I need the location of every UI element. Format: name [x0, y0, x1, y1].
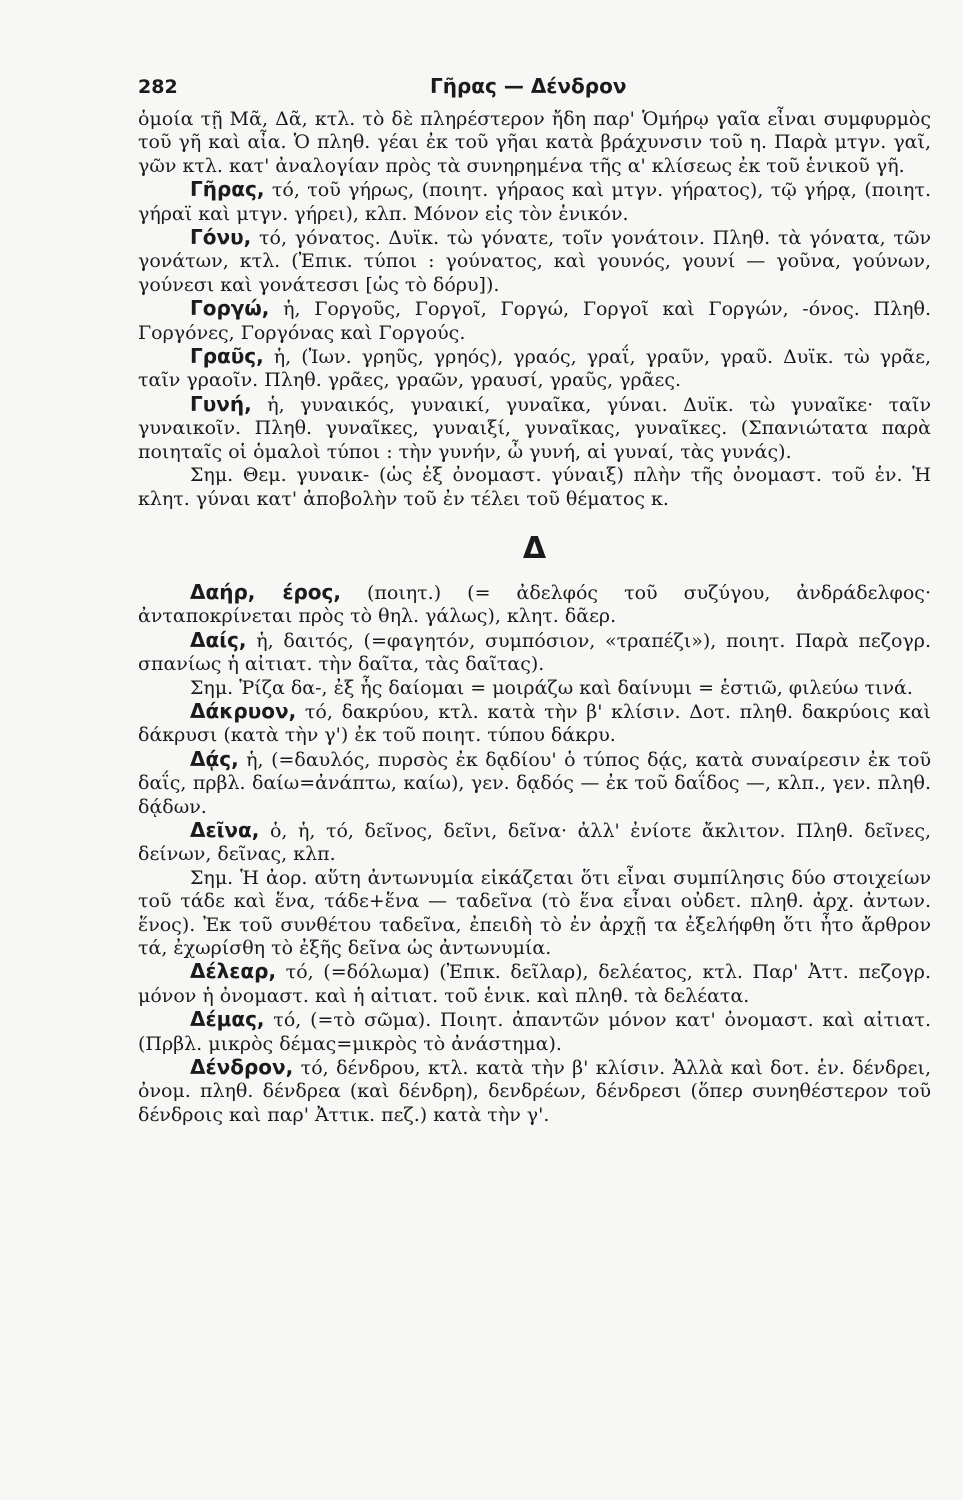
entry-text: τό, (=δόλωμα) (Ἐπικ. δεῖλαρ), δελέατος, κτλ. Παρ' Ἀττ. πεζογρ. μόνον ἡ ὀνομαστ. καὶ ἡ αἰτιατ. τοῦ ἑνικ. καὶ πληθ. τὰ δελέατα. — [138, 961, 931, 1007]
entry-gorgo — [138, 297, 931, 345]
note-dais: Σημ. Ῥίζα δα-, ἐξ ἧς δαίομαι = μοιράζω καὶ δαίνυμι = ἑστιῶ, φιλεύω τινά. — [190, 676, 913, 699]
headword: Γυνή, — [190, 391, 252, 416]
headword: Δαήρ, έρος, — [190, 579, 341, 604]
entry-das — [138, 748, 931, 819]
page-header — [138, 68, 931, 108]
entry-graus — [138, 345, 931, 393]
entry-text: ἡ, γυναικός, γυναικί, γυναῖκα, γύναι. Δυϊκ. τὼ γυναῖκε· ταῖν γυναικοῖν. Πληθ. γυναῖκες, γυναιξί, γυναῖκας, γυναῖκες. (Σπανιώτατα παρὰ ποιηταῖς οἱ ὁμαλοὶ τύποι : τὴν γυνήν, ὦ γυνή, αἱ γυναί, τὰς γυνάς). — [138, 393, 931, 463]
entry-text: τό, δένδρου, κτλ. κατὰ τὴν β' κλίσιν. Ἀλλὰ καὶ δοτ. ἑν. δένδρει, ὀνομ. πληθ. δένδρεα (καὶ δένδρη), δενδρέων, δένδρεσι (ὅπερ συνηθέστερον τοῦ δένδροις καὶ παρ' Ἀττικ. πεζ.) κατὰ τὴν γ'. — [138, 1057, 931, 1126]
entry-dais — [138, 629, 931, 677]
headword: Γῆρας, — [190, 177, 265, 202]
note-deina: Σημ. Ἡ ἀορ. αὕτη ἀντωνυμία εἰκάζεται ὅτι εἶναι συμπίλησις δύο στοιχείων τοῦ τάδε καὶ ἕνα, τάδε+ἕνα — ταδεῖνα (τὸ ἕνα εἶναι οὐδετ. πληθ. ἀρχ. ἀντων. ἕνος). Ἐκ τοῦ συνθέτου ταδεῖνα, ἐπειδὴ τὸ ἐν ἀρχῇ τα ἐξελήφθη ὅτι ἦτο ἄρθρον τά, ἐχωρίσθη τὸ ἐξῆς δεῖνα ὡς ἀντωνυμία. — [138, 866, 931, 959]
entry-dakryon — [138, 700, 931, 748]
entry-daer — [138, 581, 931, 629]
headword: Γόνυ, — [190, 225, 252, 250]
entry-geras — [138, 178, 931, 226]
running-head: Γῆρας — Δένδρον — [430, 74, 627, 98]
entry-dendron — [138, 1056, 931, 1127]
page-text — [138, 108, 931, 1127]
entry-delear — [138, 960, 931, 1008]
entry-gony — [138, 226, 931, 297]
entry-gyne — [138, 393, 931, 464]
headword: Δᾴς, — [190, 746, 239, 771]
headword: Γοργώ, — [190, 296, 270, 321]
headword: Γραῦς, — [190, 344, 264, 369]
headword: Δαίς, — [190, 627, 247, 652]
entry-demas — [138, 1008, 931, 1056]
headword: Δέλεαρ, — [190, 959, 277, 984]
headword: Δεῖνα, — [190, 817, 260, 842]
entry-text: ἡ, (Ἰων. γρηῦς, γρηός), γραός, γραΐ, γραῦν, γραῦ. Δυϊκ. τὼ γρᾶε, ταῖν γραοῖν. Πληθ. γρᾶες, γραῶν, γραυσί, γραῦς, γρᾶες. — [138, 346, 931, 392]
entry-text: ἡ, Γοργοῦς, Γοργοῖ, Γοργώ, Γοργοῖ καὶ Γοργών, -όνος. Πληθ. Γοργόνες, Γοργόνας καὶ Γοργούς. — [138, 298, 931, 344]
headword: Δέμας, — [190, 1007, 265, 1032]
entry-text: τό, (=τὸ σῶμα). Ποιητ. ἀπαντῶν μόνον κατ' ὀνομαστ. καὶ αἰτιατ. (Πρβλ. μικρὸς δέμας=μικρὸς τὸ ἀνάστημα). — [138, 1009, 931, 1055]
entry-text: ἡ, (=δαυλός, πυρσὸς ἐκ δᾳδίου' ὁ τύπος δᾴς, κατὰ συναίρεσιν ἐκ τοῦ δαΐς, πρβλ. δαίω=ἀνάπτω, καίω), γεν. δᾳδός — ἐκ τοῦ δαΐδος —, κλπ., γεν. πληθ. δᾴδων. — [138, 748, 931, 818]
entry-deina — [138, 819, 931, 867]
headword: Δάκρυον, — [190, 698, 297, 723]
section-letter-delta: Δ — [522, 530, 547, 566]
entry-text: τό, δακρύου, κτλ. κατὰ τὴν β' κλίσιν. Δοτ. πληθ. δακρύοις καὶ δάκρυσι (κατὰ τὴν γ') ἐκ τοῦ ποιητ. τύπου δάκρυ. — [138, 700, 931, 747]
intro-paragraph: ὁμοία τῇ Μᾶ, Δᾶ, κτλ. τὸ δὲ πληρέστερον ἤδη παρ' Ὁμήρῳ γαῖα εἶναι συμφυρμὸς τοῦ γῆ καὶ αἶα. Ὁ πληθ. γέαι ἐκ τοῦ γῆαι κατὰ βράχυνσιν τοῦ η. Παρὰ μτγν. γαῖ, γῶν κτλ. κατ' ἀναλογίαν πρὸς τὰ συνηρημένα τῆς α' κλίσεως ἐκ τοῦ ἑνικοῦ γῆ. — [138, 108, 931, 177]
entry-text: ἡ, δαιτός, (=φαγητόν, συμπόσιον, «τραπέζι»), ποιητ. Παρὰ πεζογρ. σπανίως ἡ αἰτιατ. τὴν δαῖτα, τὰς δαῖτας). — [138, 629, 931, 676]
entry-text: (ποιητ.) (= ἀδελφός τοῦ συζύγου, ἀνδράδελφος· ἀνταποκρίνεται πρὸς τὸ θηλ. γάλως), κλητ. δᾶερ. — [138, 581, 931, 628]
entry-text: τό, τοῦ γήρως, (ποιητ. γήραος καὶ μτγν. γήρατος), τῷ γήρᾳ, (ποιητ. γήραϊ καὶ μτγν. γήρει), κλπ. Μόνον εἰς τὸν ἑνικόν. — [138, 179, 931, 225]
entry-text: τό, γόνατος. Δυϊκ. τὼ γόνατε, τοῖν γονάτοιν. Πληθ. τὰ γόνατα, τῶν γονάτων, κτλ. (Ἐπικ. τύποι : γούνατος, καὶ γουνός, γουνί — γοῦνα, γούνων, γούνεσι καὶ γονάτεσσι [ὡς τὸ δόρυ]). — [138, 227, 931, 296]
note-gyne: Σημ. Θεμ. γυναικ- (ὡς ἐξ ὀνομαστ. γύναιξ) πλὴν τῆς ὀνομαστ. τοῦ ἑν. Ἡ κλητ. γύναι κατ' ἀποβολὴν τοῦ ἐν τέλει τοῦ θέματος κ. — [138, 464, 931, 510]
page-number: 282 — [138, 76, 178, 98]
entry-text: ὁ, ἡ, τό, δεῖνος, δεῖνι, δεῖνα· ἀλλ' ἐνίοτε ἄκλιτον. Πληθ. δεῖνες, δείνων, δεῖνας, κλπ. — [138, 819, 931, 866]
headword: Δένδρον, — [190, 1055, 294, 1080]
